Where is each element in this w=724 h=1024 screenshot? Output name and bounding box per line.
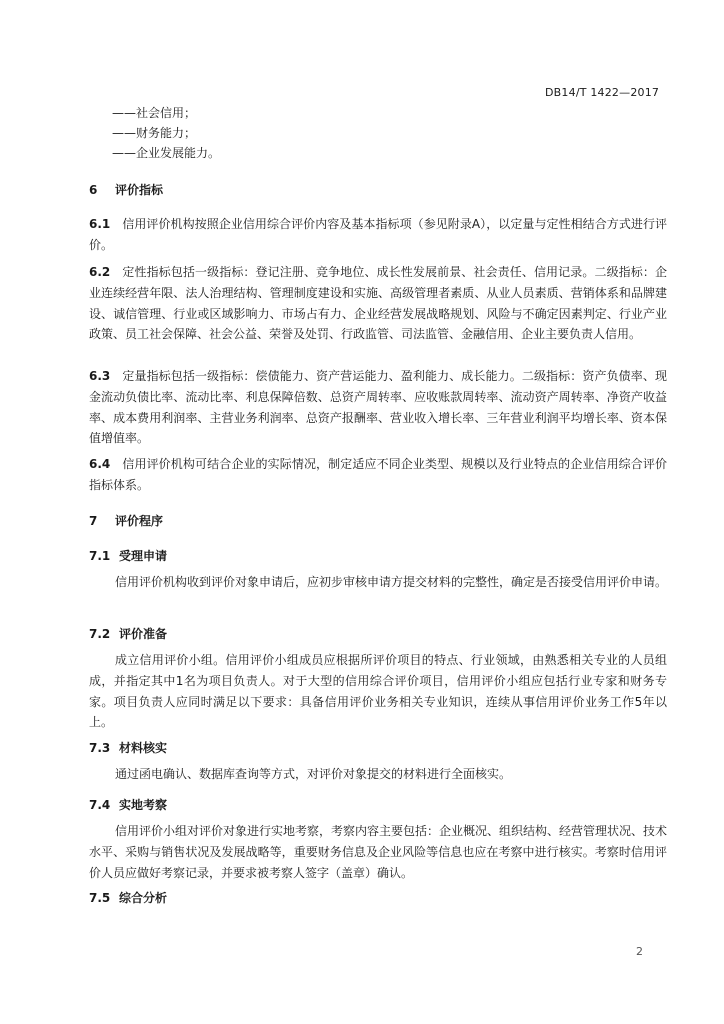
page-number: 2 bbox=[636, 945, 643, 958]
subsection-7-4-text: 信用评价小组对评价对象进行实地考察，考察内容主要包括：企业概况、组织结构、经营管理状况、技术水平、采购与销售状况及发展战略等，重要财务信息及企业风险等信息也应在考察中进行核实。考察时信用评价人员应做好考察记录，并要求被考察人签字（盖章）确认。 bbox=[89, 824, 668, 880]
subsection-number: 7.4 bbox=[89, 798, 111, 812]
dash-item-social-credit: ——社会信用； bbox=[112, 106, 197, 120]
subsection-7-4-heading bbox=[89, 796, 167, 813]
clause-number: 6.3 bbox=[89, 369, 111, 383]
subsection-number: 7.2 bbox=[89, 627, 111, 641]
subsection-7-3-heading bbox=[89, 739, 167, 756]
section-6-heading bbox=[89, 181, 163, 198]
clause-text: 信用评价机构按照企业信用综合评价内容及基本指标项（参见附录A），以定量与定性相结合方式进行评价。 bbox=[89, 217, 667, 252]
document-code: DB14/T 1422—2017 bbox=[545, 86, 660, 99]
subsection-7-2-text: 成立信用评价小组。信用评价小组成员应根据所评价项目的特点、行业领域，由熟悉相关专业的人员组成，并指定其中1名为项目负责人。对于大型的信用综合评价项目，信用评价小组应包括行业专家和财务专家。项目负责人应同时满足以下要求：具备信用评价业务相关专业知识，连续从事信用评价业务工作5年以上。 bbox=[89, 653, 667, 730]
subsection-7-5-heading bbox=[89, 889, 167, 906]
subsection-title: 综合分析 bbox=[119, 891, 168, 905]
subsection-title: 实地考察 bbox=[119, 798, 168, 812]
section-title: 评价指标 bbox=[115, 183, 164, 197]
clause-number: 6.4 bbox=[89, 457, 111, 471]
subsection-title: 受理申请 bbox=[119, 549, 168, 563]
clause-6-3 bbox=[89, 366, 667, 449]
clause-6-4 bbox=[89, 454, 667, 496]
clause-text: 定量指标包括一级指标：偿债能力、资产营运能力、盈利能力、成长能力。二级指标：资产负债率、现金流动负债比率、流动比率、利息保障倍数、总资产周转率、应收账款周转率、流动资产周转率、净资产收益率、成本费用利润率、主营业务利润率、总资产报酬率、营业收入增长率、三年营业利润平均增长率、资本保值增值率。 bbox=[89, 369, 667, 446]
subsection-number: 7.1 bbox=[89, 549, 111, 563]
clause-6-1 bbox=[89, 214, 667, 256]
clause-text: 信用评价机构可结合企业的实际情况，制定适应不同企业类型、规模以及行业特点的企业信用综合评价指标体系。 bbox=[89, 457, 667, 492]
subsection-title: 评价准备 bbox=[119, 627, 168, 641]
section-number: 7 bbox=[89, 514, 98, 528]
subsection-number: 7.5 bbox=[89, 891, 111, 905]
dash-item-financial-capacity: ——财务能力； bbox=[112, 126, 197, 140]
subsection-title: 材料核实 bbox=[119, 741, 168, 755]
subsection-7-1-text: 信用评价机构收到评价对象申请后，应初步审核申请方提交材料的完整性，确定是否接受信用评价申请。 bbox=[115, 575, 668, 589]
subsection-7-3-text: 通过函电确认、数据库查询等方式，对评价对象提交的材料进行全面核实。 bbox=[115, 767, 512, 781]
clause-number: 6.1 bbox=[89, 217, 111, 231]
section-7-heading bbox=[89, 512, 163, 529]
subsection-7-2-heading bbox=[89, 625, 167, 642]
subsection-number: 7.3 bbox=[89, 741, 111, 755]
clause-6-2 bbox=[89, 262, 667, 345]
section-number: 6 bbox=[89, 183, 98, 197]
subsection-7-1-heading bbox=[89, 547, 167, 564]
section-title: 评价程序 bbox=[115, 514, 164, 528]
clause-number: 6.2 bbox=[89, 265, 111, 279]
clause-text: 定性指标包括一级指标：登记注册、竞争地位、成长性发展前景、社会责任、信用记录。二级指标：企业连续经营年限、法人治理结构、管理制度建设和实施、高级管理者素质、从业人员素质、营销体系和品牌建设、诚信管理、行业或区域影响力、市场占有力、企业经营发展战略规划、风险与不确定因素判定、行业产业政策、员工社会保障、社会公益、荣誉及处罚、行政监管、司法监管、金融信用、企业主要负责人信用。 bbox=[89, 265, 667, 342]
dash-item-development-capacity: ——企业发展能力。 bbox=[112, 146, 221, 160]
